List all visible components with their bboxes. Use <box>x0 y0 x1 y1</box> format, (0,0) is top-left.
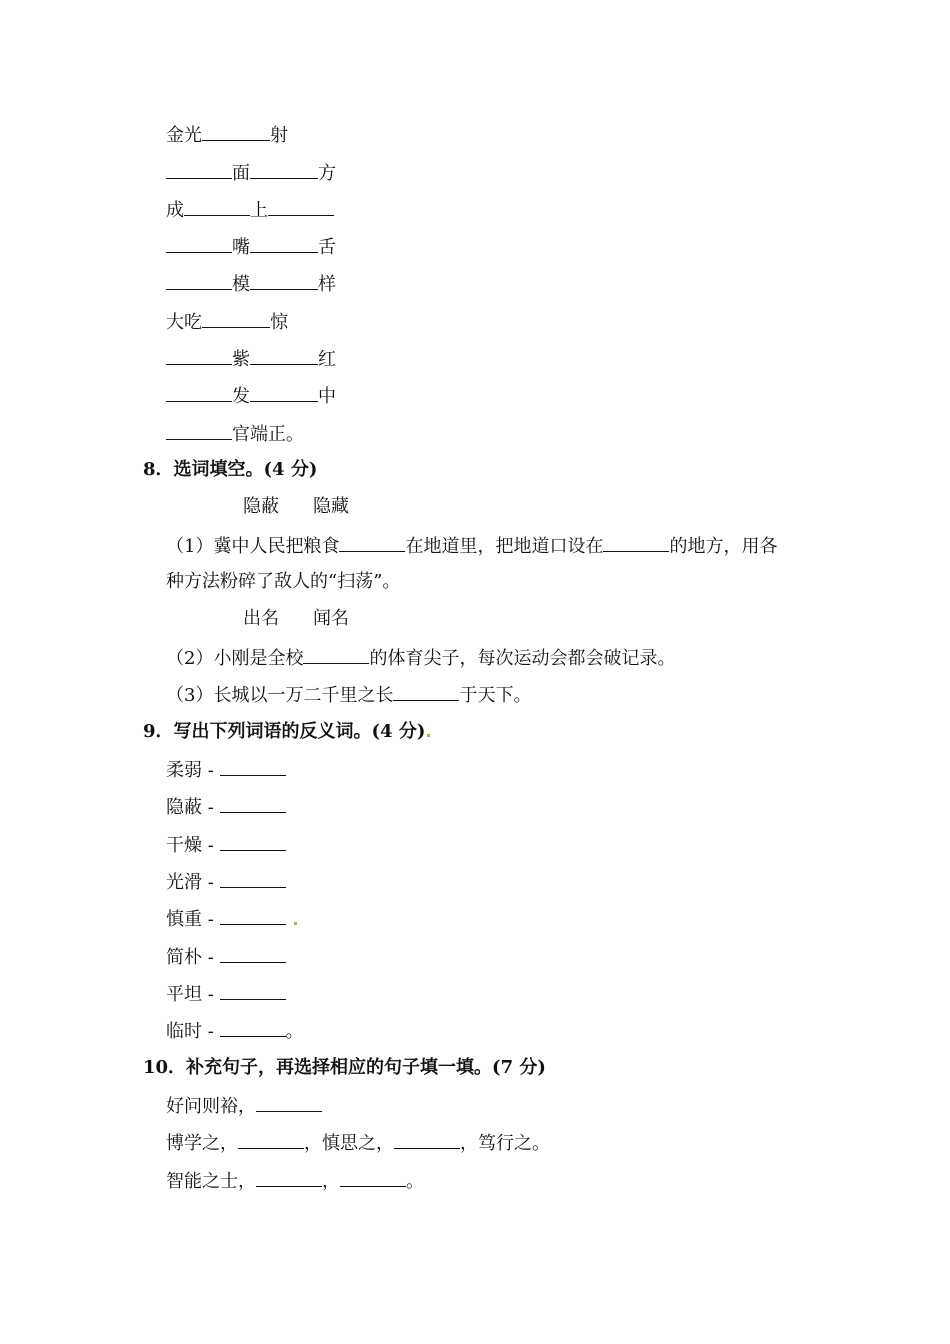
antonym-word: 临时 <box>166 1021 202 1042</box>
fill-blank[interactable] <box>220 981 286 1000</box>
fill-blank[interactable] <box>220 869 286 888</box>
choice-word: 隐蔽 <box>243 496 279 517</box>
fill-blank[interactable] <box>250 160 318 179</box>
idiom-text: 金光 <box>166 125 202 146</box>
fill-blank[interactable] <box>220 906 286 925</box>
antonym-item <box>166 832 286 858</box>
fill-blank[interactable] <box>603 533 669 552</box>
sentence-1-continued: 种方法粉碎了敌人的“扫荡”。 <box>166 571 401 592</box>
fill-blank[interactable] <box>166 234 232 253</box>
choice-word: 隐藏 <box>313 496 349 517</box>
fill-blank[interactable] <box>166 383 232 402</box>
idiom-text: 红 <box>318 349 336 370</box>
fill-blank[interactable] <box>166 271 232 290</box>
fill-blank[interactable] <box>220 832 286 851</box>
quote-text: 。 <box>406 1171 424 1192</box>
fill-blank[interactable] <box>184 197 250 216</box>
idiom-text: 样 <box>318 274 336 295</box>
quote-text: 博学之， <box>166 1133 238 1154</box>
quote-text: ，笃行之。 <box>460 1133 550 1154</box>
quote-text: 好问则裕， <box>166 1096 256 1117</box>
fill-blank[interactable] <box>250 346 318 365</box>
sentence-text: （3）长城以一万二千里之长 <box>166 685 394 706</box>
idiom-line-4 <box>166 234 336 260</box>
sentence-1 <box>166 533 777 559</box>
idiom-text: 上 <box>250 200 268 221</box>
dash: - <box>202 984 220 1005</box>
dash: - <box>202 797 220 818</box>
antonym-word: 柔弱 <box>166 760 202 781</box>
antonym-word: 光滑 <box>166 872 202 893</box>
choice-word: 闻名 <box>313 608 349 629</box>
fill-blank[interactable] <box>166 421 232 440</box>
question-9-title <box>143 720 430 744</box>
idiom-text: 大吃 <box>166 312 202 333</box>
dash: - <box>202 872 220 893</box>
fill-blank[interactable] <box>339 533 405 552</box>
quote-text: ，慎思之， <box>304 1133 394 1154</box>
idiom-line-2 <box>166 160 336 186</box>
idiom-text: 成 <box>166 200 184 221</box>
antonym-word: 慎重 <box>166 909 202 930</box>
fill-blank[interactable] <box>393 682 459 701</box>
sentence-text: 于天下。 <box>459 685 532 706</box>
fill-blank[interactable] <box>220 757 286 776</box>
sentence-text: 在地道里，把地道口设在 <box>405 536 604 557</box>
quote-line-2 <box>166 1130 550 1156</box>
idiom-text: 中 <box>318 386 336 407</box>
sentence-text: 的体育尖子，每次运动会都会破记录。 <box>369 648 676 669</box>
fill-blank[interactable] <box>303 645 369 664</box>
dash: - <box>202 1021 220 1042</box>
word-choices-2 <box>243 607 349 631</box>
dash: - <box>202 835 220 856</box>
fill-blank[interactable] <box>250 271 318 290</box>
question-10-title: 10．补充句子，再选择相应的句子填一填。(7 分) <box>143 1057 546 1078</box>
dash: - <box>202 947 220 968</box>
choice-word: 出名 <box>243 608 279 629</box>
question-8-title: 8．选词填空。(4 分) <box>143 459 318 480</box>
antonym-word: 隐蔽 <box>166 797 202 818</box>
idiom-line-5 <box>166 271 336 297</box>
idiom-text: 紫 <box>232 349 250 370</box>
fill-blank[interactable] <box>238 1130 304 1149</box>
idiom-text: 舌 <box>318 237 336 258</box>
fill-blank[interactable] <box>220 944 286 963</box>
antonym-item <box>166 906 297 932</box>
green-dot-mark <box>294 922 297 925</box>
fill-blank[interactable] <box>202 122 270 141</box>
sentence-3 <box>166 682 531 708</box>
dash: - <box>202 760 220 781</box>
sentence-text: （1）冀中人民把粮食 <box>166 536 340 557</box>
idiom-text: 嘴 <box>232 237 250 258</box>
idiom-line-3 <box>166 197 334 223</box>
question-title-text: 9．写出下列词语的反义词。(4 分) <box>143 721 426 742</box>
fill-blank[interactable] <box>166 346 232 365</box>
sentence-text: （2）小刚是全校 <box>166 648 304 669</box>
word-choices-1 <box>243 495 349 519</box>
quote-text: ， <box>322 1171 340 1192</box>
fill-blank[interactable] <box>268 197 334 216</box>
dash: - <box>202 909 220 930</box>
fill-blank[interactable] <box>220 1018 286 1037</box>
sentence-text: 的地方，用各 <box>669 536 778 557</box>
green-dot-mark <box>427 734 430 737</box>
sentence-2 <box>166 645 675 671</box>
idiom-text: 模 <box>232 274 250 295</box>
idiom-line-9 <box>166 421 304 447</box>
idiom-text: 发 <box>232 386 250 407</box>
idiom-line-1 <box>166 122 288 148</box>
idiom-text: 方 <box>318 163 336 184</box>
antonym-item <box>166 794 286 820</box>
fill-blank[interactable] <box>250 383 318 402</box>
idiom-line-6 <box>166 309 288 335</box>
antonym-word: 平坦 <box>166 984 202 1005</box>
fill-blank[interactable] <box>166 160 232 179</box>
idiom-text: 射 <box>270 125 288 146</box>
quote-line-3 <box>166 1168 424 1194</box>
antonym-item <box>166 869 286 895</box>
period: 。 <box>285 1021 304 1042</box>
antonym-item <box>166 757 286 783</box>
fill-blank[interactable] <box>250 234 318 253</box>
fill-blank[interactable] <box>394 1130 460 1149</box>
quote-text: 智能之士， <box>166 1171 256 1192</box>
idiom-text: 官端正。 <box>232 424 304 445</box>
quote-line-1 <box>166 1093 322 1119</box>
fill-blank[interactable] <box>256 1093 322 1112</box>
fill-blank[interactable] <box>256 1168 322 1187</box>
fill-blank[interactable] <box>220 794 286 813</box>
idiom-line-8 <box>166 383 336 409</box>
antonym-item <box>166 1018 304 1044</box>
fill-blank[interactable] <box>340 1168 406 1187</box>
idiom-text: 面 <box>232 163 250 184</box>
antonym-item <box>166 944 286 970</box>
idiom-text: 惊 <box>270 312 288 333</box>
antonym-item <box>166 981 286 1007</box>
antonym-word: 干燥 <box>166 835 202 856</box>
idiom-line-7 <box>166 346 336 372</box>
fill-blank[interactable] <box>202 309 270 328</box>
antonym-word: 简朴 <box>166 947 202 968</box>
